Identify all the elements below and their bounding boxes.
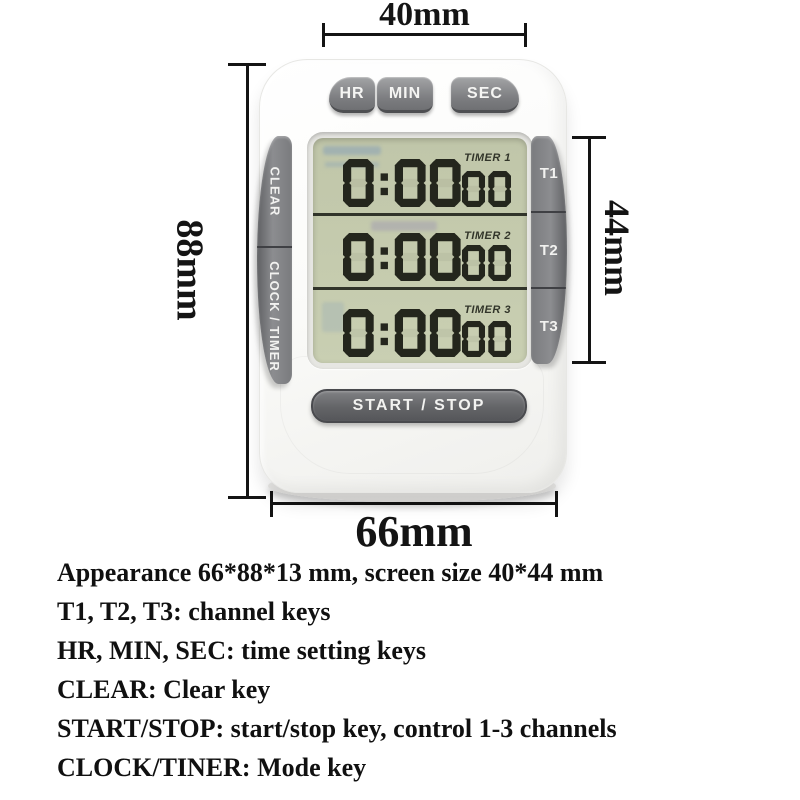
hr-key	[329, 77, 375, 113]
dimension-line-body-height	[246, 63, 249, 499]
timer2-channel-label: TIMER 2	[464, 230, 511, 242]
description-line: Appearance 66*88*13 mm, screen size 40*44 mm	[57, 557, 604, 587]
clock-timer-key-label: CLOCK / TIMER	[267, 260, 282, 372]
timer3-seconds-digits	[462, 321, 511, 357]
dimension-line-screen-width	[322, 33, 527, 36]
timer1-seconds-digits	[462, 171, 511, 207]
dimension-label-body-width: 66mm	[355, 507, 473, 556]
dimension-label-text: 88mm	[169, 219, 211, 321]
timer1-channel-label: TIMER 1	[464, 152, 511, 164]
lcd-row-timer3	[313, 290, 527, 363]
left-key-column	[257, 136, 292, 384]
timer3-channel-label: TIMER 3	[464, 304, 511, 316]
lcd-row-timer1	[313, 138, 527, 216]
start-stop-key	[311, 389, 527, 423]
dimension-label-body-height	[150, 219, 230, 321]
right-key-column	[531, 136, 567, 364]
lcd-display	[313, 138, 527, 363]
sec-key	[451, 77, 519, 113]
start-stop-key-label: START / STOP	[352, 397, 486, 414]
t2-key	[531, 211, 567, 288]
dimension-label-screen-height	[586, 200, 648, 296]
description-line: T1, T2, T3: channel keys	[57, 596, 331, 626]
clear-key	[257, 136, 292, 246]
dimension-label-screen-width: 40mm	[379, 0, 470, 33]
timer2-seconds-digits	[462, 245, 511, 281]
timer3-digits	[343, 309, 461, 357]
t1-key-label: T1	[539, 164, 559, 182]
clock-timer-key	[257, 246, 292, 384]
description-line: CLEAR: Clear key	[57, 674, 271, 704]
timer2-digits	[343, 233, 461, 281]
description-line: CLOCK/TINER: Mode key	[57, 752, 367, 782]
clear-key-label: CLEAR	[267, 166, 282, 216]
dimension-line-body-width	[270, 502, 558, 505]
dimension-label-text: 44mm	[597, 200, 638, 296]
min-key	[377, 77, 433, 113]
description-line: HR, MIN, SEC: time setting keys	[57, 635, 427, 665]
timer1-digits	[343, 159, 461, 207]
timer-device	[259, 59, 567, 493]
description-block	[57, 553, 617, 787]
t3-key	[531, 287, 567, 364]
t1-key	[531, 136, 567, 211]
hr-key-label: HR	[339, 84, 365, 102]
lcd-row-timer2	[313, 216, 527, 290]
t2-key-label: T2	[539, 241, 559, 259]
t3-key-label: T3	[539, 318, 559, 336]
min-key-label: MIN	[388, 84, 422, 102]
description-line: START/STOP: start/stop key, control 1-3 channels	[57, 713, 617, 743]
sec-key-label: SEC	[467, 84, 503, 102]
